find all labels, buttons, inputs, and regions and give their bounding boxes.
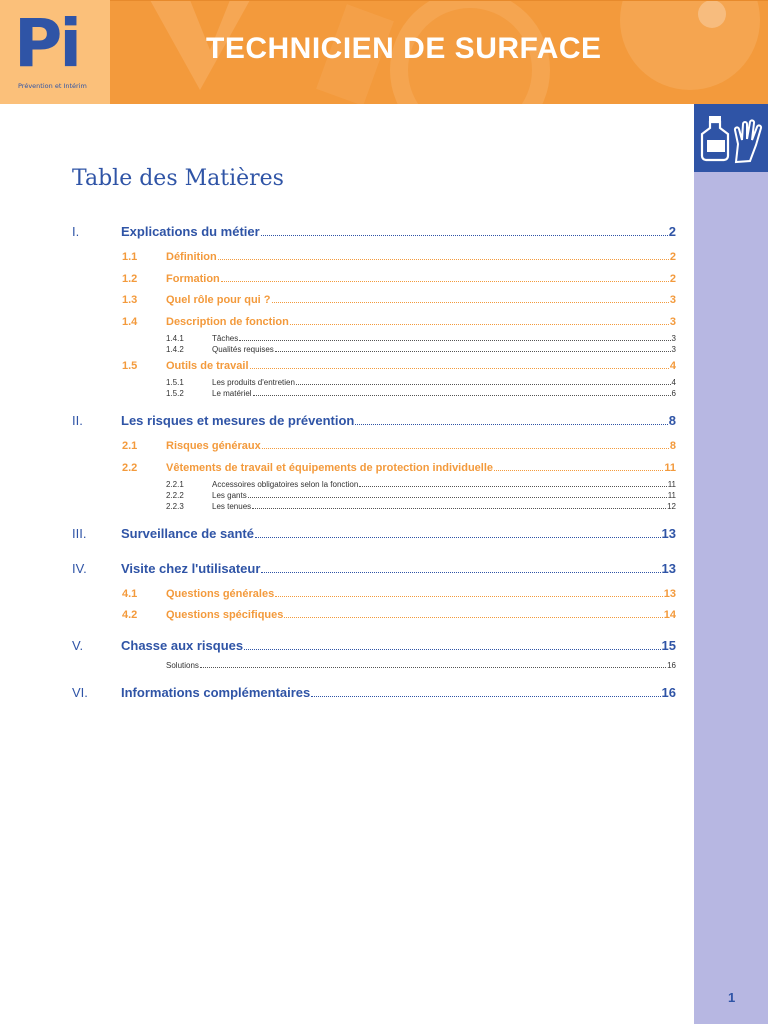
- toc-entry-number: 2.2.2: [166, 491, 184, 500]
- toc-entry-number: 1.1: [122, 251, 138, 263]
- toc-entry-label: Les risques et mesures de prévention: [121, 413, 355, 428]
- toc-entry-page: 3: [669, 316, 676, 328]
- toc-entry[interactable]: [72, 561, 676, 576]
- toc-entry-page: 16: [667, 661, 676, 670]
- toc-entry-page: 3: [671, 345, 676, 354]
- toc-entry-label: Formation: [166, 273, 220, 285]
- toc-entry-page: 4: [671, 378, 676, 387]
- toc-entry[interactable]: [122, 294, 676, 306]
- toc-entry-number: 1.5: [122, 360, 138, 372]
- toc-entry-number: 1.5.1: [166, 378, 184, 387]
- toc-entry-number: 1.4: [122, 316, 138, 328]
- logo-tagline: Prévention et Intérim: [18, 82, 87, 90]
- toc-entry-label: Questions générales: [166, 588, 275, 600]
- toc-entry-label: Surveillance de santé: [121, 526, 254, 541]
- leader-dots: [221, 281, 669, 282]
- leader-dots: [494, 470, 663, 471]
- toc-entry-number: 4.2: [122, 609, 138, 621]
- leader-dots: [200, 667, 666, 668]
- toc-entry-number: VI.: [72, 685, 88, 700]
- toc-entry-page: 8: [669, 440, 676, 452]
- page-title: TECHNICIEN DE SURFACE: [206, 32, 602, 65]
- toc-entry-number: 2.2.1: [166, 480, 184, 489]
- page-number: 1: [728, 990, 736, 1005]
- toc-entry-label: Informations complémentaires: [121, 685, 311, 700]
- toc-entry[interactable]: [122, 273, 676, 285]
- toc-entry-label: Tâches: [212, 334, 239, 343]
- toc-entry-label: Quel rôle pour qui ?: [166, 294, 271, 306]
- toc-entry-number: V.: [72, 638, 84, 653]
- cleaning-products-gloves-icon: [694, 104, 768, 172]
- leader-dots: [239, 340, 670, 341]
- toc-entry[interactable]: [72, 224, 676, 239]
- toc-entry[interactable]: [166, 491, 676, 500]
- toc-entry-label: Accessoires obligatoires selon la fonction: [212, 480, 359, 489]
- toc-entry-number: 1.2: [122, 273, 138, 285]
- toc-entry-number: 2.2: [122, 462, 138, 474]
- toc-entry[interactable]: [122, 251, 676, 263]
- toc-entry-page: 13: [663, 588, 676, 600]
- logo: [0, 0, 110, 104]
- toc-entry-number: II.: [72, 413, 83, 428]
- toc-entry[interactable]: [122, 316, 676, 328]
- toc-entry[interactable]: [166, 502, 676, 511]
- toc-entry-number: 1.3: [122, 294, 138, 306]
- toc-entry[interactable]: [166, 389, 676, 398]
- leader-dots: [284, 617, 662, 618]
- toc-entry-number: 1.4.2: [166, 345, 184, 354]
- toc-entry-page: 2: [669, 251, 676, 263]
- toc-entry-page: 6: [671, 389, 676, 398]
- toc-entry-label: Les gants: [212, 491, 247, 500]
- leader-dots: [272, 302, 669, 303]
- toc-entry[interactable]: [122, 609, 676, 621]
- leader-dots: [290, 324, 669, 325]
- toc-title: Table des Matières: [72, 166, 284, 191]
- toc-entry-label: Questions spécifiques: [166, 609, 284, 621]
- toc-entry-page: 13: [661, 526, 676, 541]
- toc-entry-number: IV.: [72, 561, 87, 576]
- logo-text: Pi: [14, 5, 79, 82]
- leader-dots: [244, 649, 660, 650]
- toc-entry[interactable]: [72, 526, 676, 541]
- toc-entry[interactable]: [166, 345, 676, 354]
- toc-entry-label: Visite chez l'utilisateur: [121, 561, 261, 576]
- leader-dots: [253, 395, 671, 396]
- toc-entry-label: Risques généraux: [166, 440, 261, 452]
- toc-entry-page: 4: [669, 360, 676, 372]
- toc-entry-number: I.: [72, 224, 80, 239]
- leader-dots: [248, 497, 667, 498]
- toc-entry-label: Qualités requises: [212, 345, 274, 354]
- toc-entry[interactable]: [122, 440, 676, 452]
- toc-entry[interactable]: [166, 661, 676, 670]
- toc-entry[interactable]: [72, 638, 676, 653]
- toc-entry-page: 11: [667, 491, 676, 500]
- toc-entry-label: Solutions: [166, 661, 199, 670]
- toc-entry-page: 15: [661, 638, 676, 653]
- leader-dots: [355, 424, 667, 425]
- toc-entry[interactable]: [166, 334, 676, 343]
- toc-entry-label: Vêtements de travail et équipements de protection individuelle: [166, 462, 494, 474]
- toc-entry-page: 14: [663, 609, 676, 621]
- toc-entry-number: 1.5.2: [166, 389, 184, 398]
- toc-entry[interactable]: [72, 685, 676, 700]
- toc-entry-page: 12: [667, 502, 676, 511]
- leader-dots: [311, 696, 660, 697]
- leader-dots: [255, 537, 661, 538]
- toc-entry-label: Définition: [166, 251, 217, 263]
- page-header: [0, 0, 768, 104]
- leader-dots: [252, 508, 666, 509]
- toc-entry[interactable]: [122, 588, 676, 600]
- toc-entry-label: Les produits d'entretien: [212, 378, 295, 387]
- leader-dots: [296, 384, 671, 385]
- right-sidebar: [694, 104, 768, 1024]
- leader-dots: [275, 351, 671, 352]
- toc-entry-number: 1.4.1: [166, 334, 184, 343]
- leader-dots: [262, 448, 669, 449]
- toc-entry-number: 2.1: [122, 440, 138, 452]
- toc-entry-page: 11: [664, 462, 676, 474]
- leader-dots: [250, 368, 669, 369]
- leader-dots: [359, 486, 666, 487]
- toc-entry-label: Description de fonction: [166, 316, 289, 328]
- toc-entry-page: 11: [667, 480, 676, 489]
- toc-entry-label: Explications du métier: [121, 224, 260, 239]
- toc-entry-label: Chasse aux risques: [121, 638, 244, 653]
- toc-entry[interactable]: [122, 462, 676, 474]
- toc-entry[interactable]: [122, 360, 676, 372]
- toc-entry-number: 2.2.3: [166, 502, 184, 511]
- toc-entry[interactable]: [166, 480, 676, 489]
- leader-dots: [275, 596, 663, 597]
- toc-entry-page: 13: [661, 561, 676, 576]
- toc-entry-page: 3: [669, 294, 676, 306]
- toc-entry-page: 2: [669, 273, 676, 285]
- leader-dots: [218, 259, 669, 260]
- toc-entry-label: Le matériel: [212, 389, 252, 398]
- toc-entry[interactable]: [72, 413, 676, 428]
- toc-entry-page: 2: [668, 224, 676, 239]
- toc-entry-label: Les tenues: [212, 502, 252, 511]
- toc-entry-label: Outils de travail: [166, 360, 249, 372]
- toc-entry-page: 3: [671, 334, 676, 343]
- leader-dots: [261, 572, 660, 573]
- toc-entry-number: III.: [72, 526, 87, 541]
- toc-entry[interactable]: [166, 378, 676, 387]
- leader-dots: [261, 235, 668, 236]
- toc-entry-page: 16: [661, 685, 676, 700]
- toc-entry-page: 8: [668, 413, 676, 428]
- toc-entry-number: 4.1: [122, 588, 138, 600]
